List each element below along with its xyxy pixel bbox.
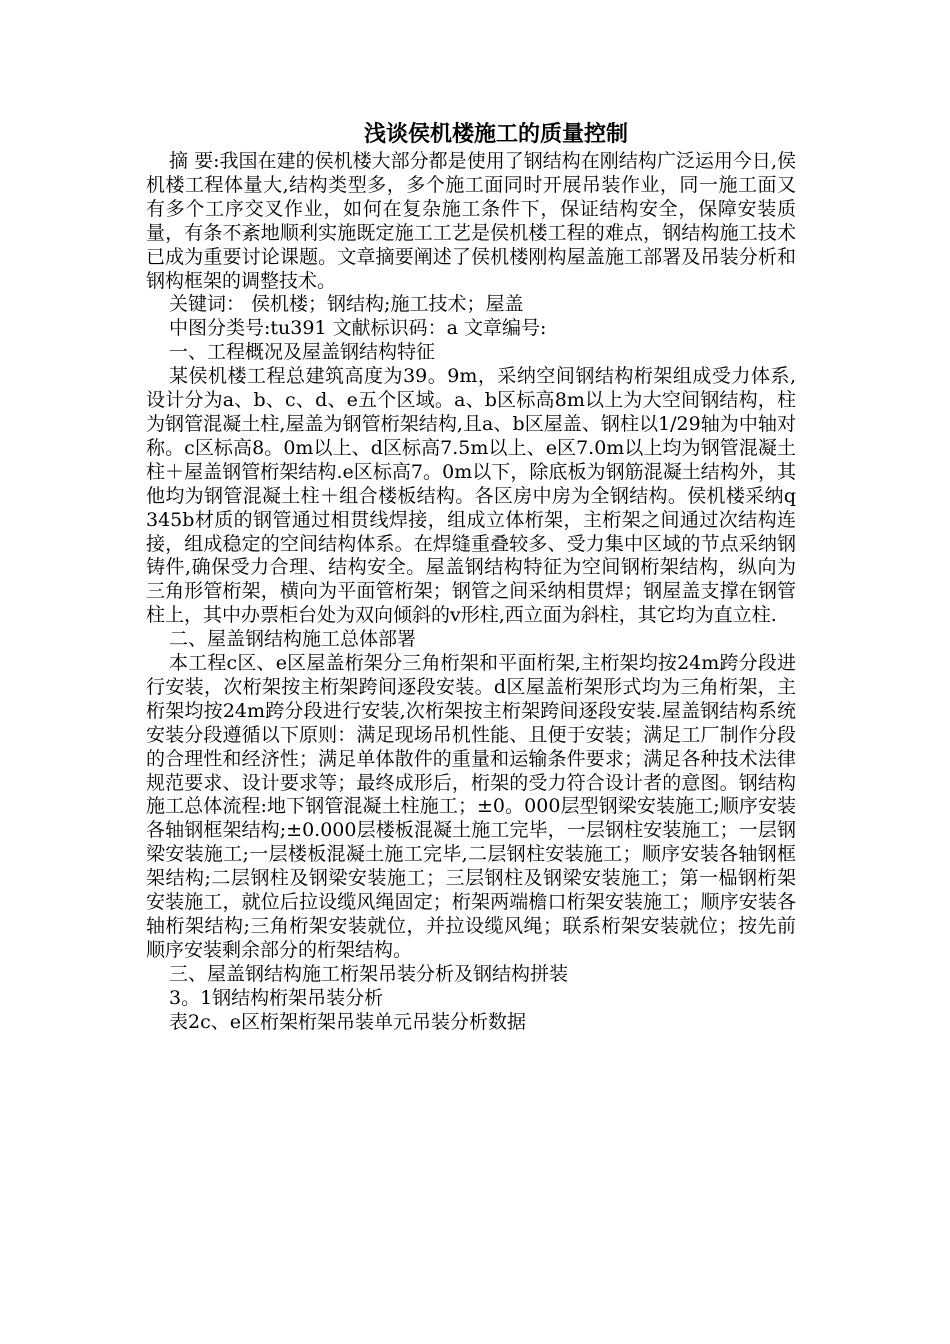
body-paragraph: 某侯机楼工程总建筑高度为39。9m，采纳空间钢结构桁架组成受力体系,设计分为a、b、c、d、e五个区域。a、b区标高8m以上为大空间钢结构，柱为钢管混凝土柱,屋盖为钢管桁架结构,且a、b区屋盖、钢柱以1/29轴为中轴对称。c区标高8。0m以上、d区标高7.5m以上、e区7.0m以上均为钢管混凝土柱＋屋盖钢管桁架结构.e区标高7。0m以下，除底板为钢筋混凝土结构外，其他均为钢管混凝土柱＋组合楼板结构。各区房中房为全钢结构。侯机楼采纳q345b材质的钢管通过相贯线焊接，组成立体桁架，主桁架之间通过次结构连接，组成稳定的空间结构体系。在焊缝重叠较多、受力集中区域的节点采纳钢铸件,确保受力合理、结构安全。屋盖钢结构特征为空间钢桁架结构，纵向为三角形管桁架，横向为平面管桁架；钢管之间采纳相贯焊；钢屋盖支撑在钢管柱上，其中办票柜台处为双向倾斜的v形柱,西立面为斜柱，其它均为直立柱. (146, 365, 796, 627)
table-caption: 表2c、e区桁架桁架吊装单元吊装分析数据 (169, 1010, 526, 1033)
document-page (146, 120, 796, 1035)
section-heading: 一、工程概况及屋盖钢结构特征 (169, 341, 436, 364)
subsection-heading: 3。1钢结构桁架吊装分析 (169, 986, 384, 1009)
document-title: 浅谈侯机楼施工的质量控制 (363, 122, 628, 147)
classification-line: 中图分类号:tu391 文献标识码：a 文章编号: (169, 317, 547, 340)
section-heading: 二、屋盖钢结构施工总体部署 (169, 628, 417, 651)
section-heading: 三、屋盖钢结构施工桁架吊装分析及钢结构拼装 (169, 962, 569, 985)
abstract-paragraph: 摘 要:我国在建的侯机楼大部分都是使用了钢结构在刚结构广泛运用今日,侯机楼工程体量大,结构类型多，多个施工面同时开展吊装作业，同一施工面又有多个工序交叉作业，如何在复杂施工条件下，保证结构安全，保障安装质量，有条不紊地顺利实施既定施工工艺是侯机楼工程的难点，钢结构施工技术已成为重要讨论课题。文章摘要阐述了侯机楼刚构屋盖施工部署及吊装分析和钢构框架的调整技术。 (146, 150, 796, 292)
body-paragraph: 本工程c区、e区屋盖桁架分三角桁架和平面桁架,主桁架均按24m跨分段进行安装，次桁架按主桁架跨间逐段安装。d区屋盖桁架形式均为三角桁架，主桁架均按24m跨分段进行安装,次桁架按主桁架跨间逐段安装.屋盖钢结构系统安装分段遵循以下原则：满足现场吊机性能、且便于安装；满足工厂制作分段的合理性和经济性；满足单体散件的重量和运输条件要求；满足各种技术法律规范要求、设计要求等；最终成形后，桁架的受力符合设计者的意图。钢结构施工总体流程:地下钢管混凝土柱施工；±0。000层型钢梁安装施工;顺序安装各轴钢框架结构;±0.000层楼板混凝土施工完毕，一层钢柱安装施工；一层钢梁安装施工;一层楼板混凝土施工完毕,二层钢柱安装施工；顺序安装各轴钢框架结构;二层钢柱及钢梁安装施工；三层钢柱及钢梁安装施工；第一榀钢桁架安装施工，就位后拉设缆风绳固定；桁架两端檐口桁架安装施工；顺序安装各轴桁架结构;三角桁架安装就位，并拉设缆风绳；联系桁架安装就位；按先前顺序安装剩余部分的桁架结构。 (146, 652, 796, 961)
keywords-line: 关键词： 侯机楼；钢结构;施工技术；屋盖 (169, 293, 524, 316)
